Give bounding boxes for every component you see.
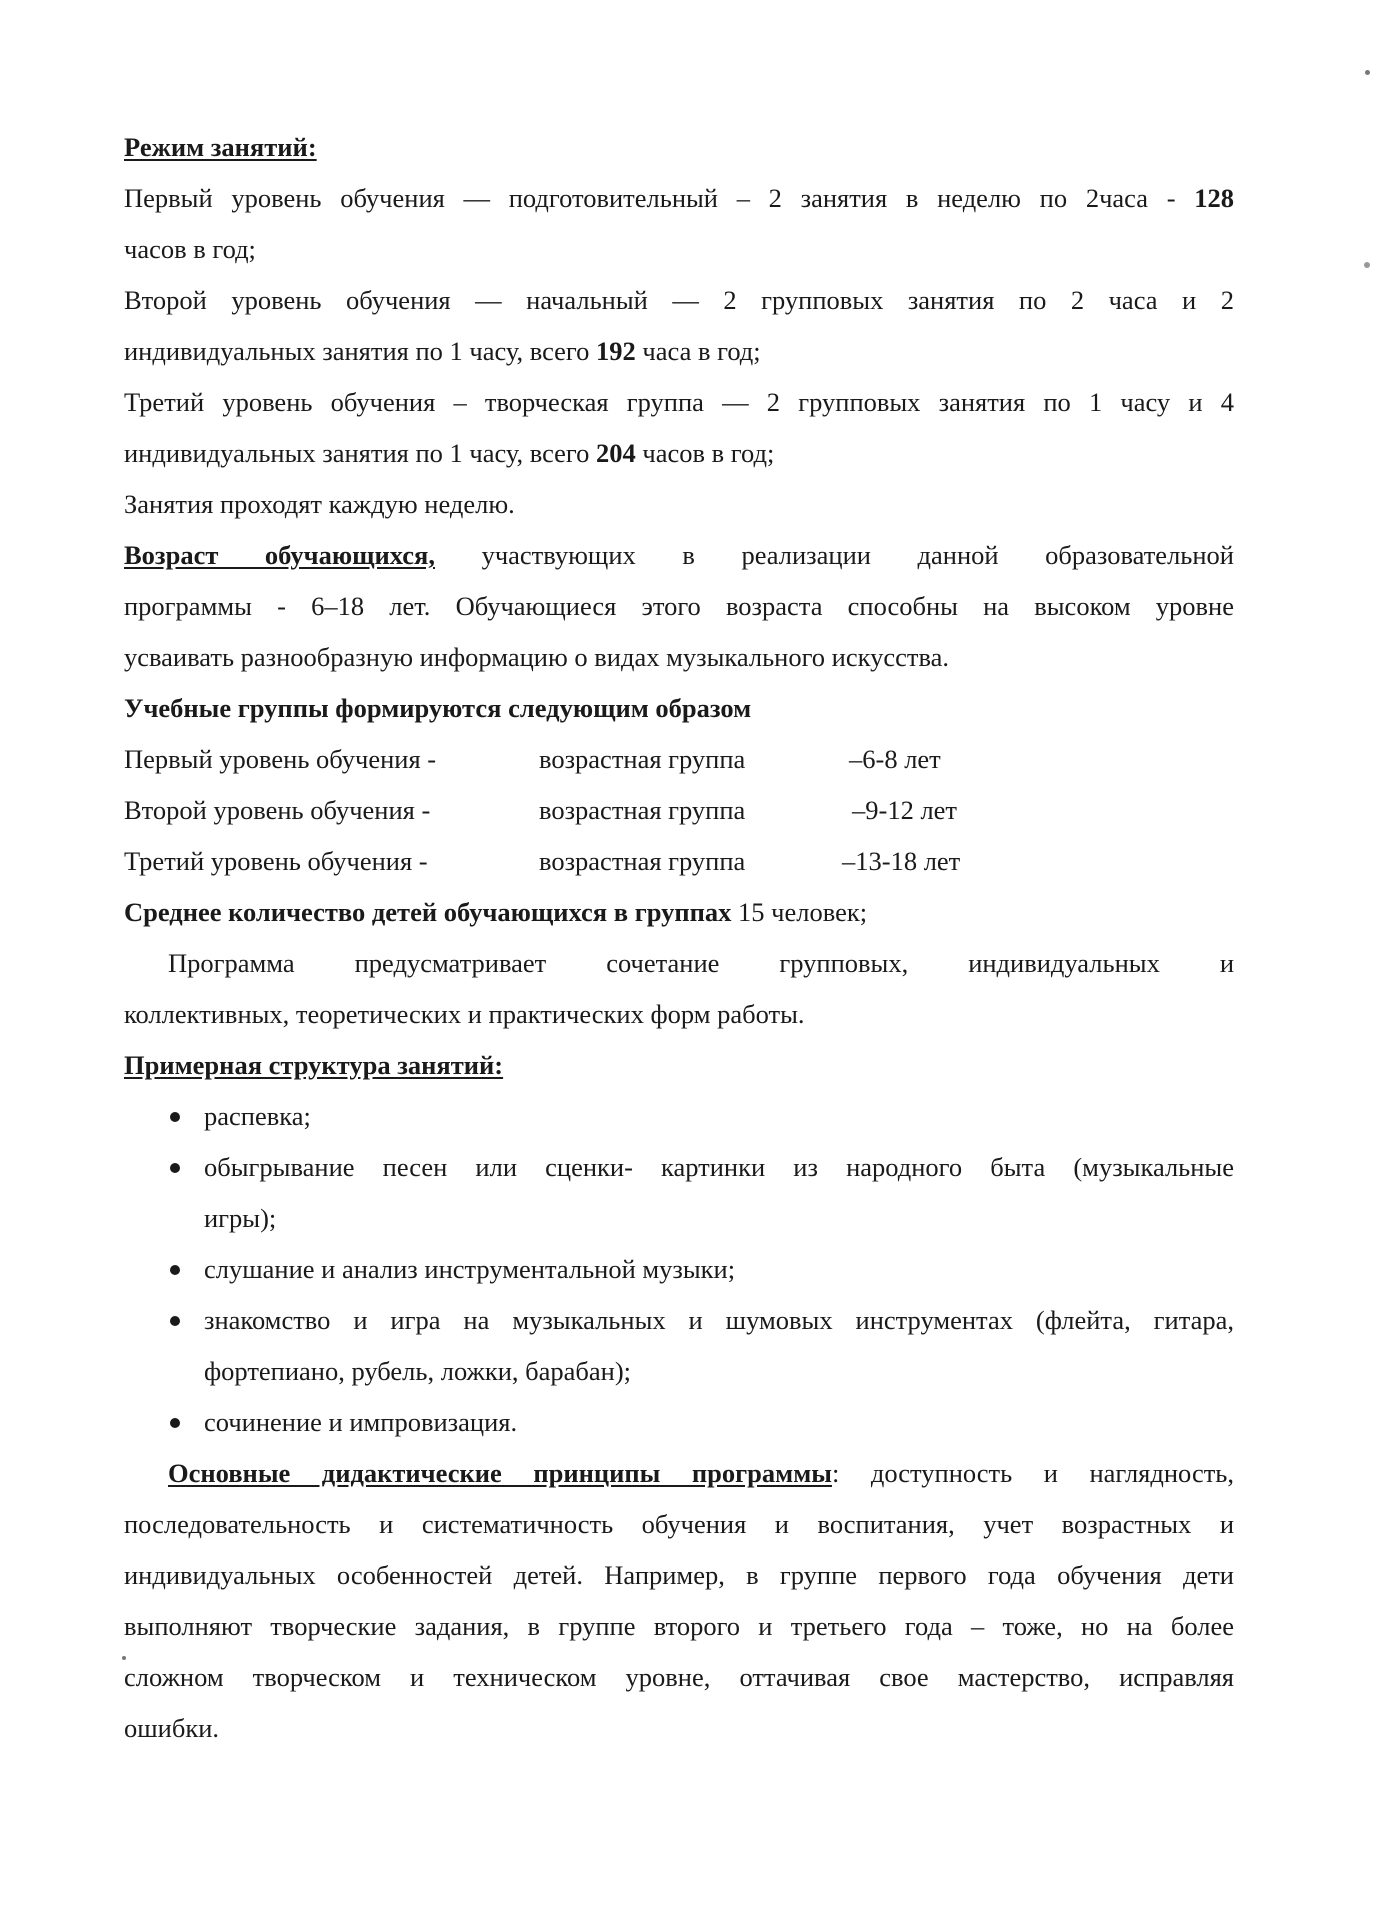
group-row-3 bbox=[124, 836, 1234, 887]
level2-line2 bbox=[124, 326, 1234, 377]
principles-heading: Основные дидактические принципы программы bbox=[168, 1458, 832, 1488]
age-text: участвующих в реализации данной образовательной bbox=[481, 540, 1234, 570]
structure-item-2 bbox=[124, 1142, 1234, 1193]
structure-item-3 bbox=[124, 1244, 1234, 1295]
program-text-2: коллективных, теоретических и практических форм работы. bbox=[124, 999, 805, 1029]
principles-text-6: ошибки. bbox=[124, 1713, 220, 1743]
principles-text-5: сложном творческом и техническом уровне, оттачивая свое мастерство, исправляя bbox=[124, 1662, 1234, 1692]
groups-heading: Учебные группы формируются следующим образом bbox=[124, 693, 752, 723]
level3-text: Третий уровень обучения – творческая группа — 2 групповых занятия по 1 часу и 4 bbox=[124, 387, 1234, 417]
weekly-line bbox=[124, 479, 1234, 530]
age-text-3: усваивать разнообразную информацию о видах музыкального искусства. bbox=[124, 642, 950, 672]
level3-text-b: часов в год; bbox=[642, 438, 775, 468]
groups-heading-line bbox=[124, 683, 1234, 734]
age-line2 bbox=[124, 581, 1234, 632]
avg-label: Среднее количество детей обучающихся в группах bbox=[124, 897, 732, 927]
bullet-icon bbox=[170, 1265, 180, 1275]
group-level: Первый уровень обучения - bbox=[124, 744, 437, 774]
structure-item-5 bbox=[124, 1397, 1234, 1448]
group-type: возрастная группа bbox=[539, 795, 746, 825]
principles-line4 bbox=[124, 1601, 1234, 1652]
group-row-2 bbox=[124, 785, 1234, 836]
structure-item-4-cont bbox=[124, 1346, 1234, 1397]
avg-line bbox=[124, 887, 1234, 938]
age-line1 bbox=[124, 530, 1234, 581]
document-page bbox=[124, 122, 1234, 1754]
age-heading: Возраст обучающихся, bbox=[124, 540, 435, 570]
group-row-1 bbox=[124, 734, 1234, 785]
group-level: Второй уровень обучения - bbox=[124, 795, 431, 825]
principles-text-4: выполняют творческие задания, в группе второго и третьего года – тоже, но на более bbox=[124, 1611, 1234, 1641]
structure-item-text: слушание и анализ инструментальной музыки; bbox=[204, 1254, 736, 1284]
level3-text-a: индивидуальных занятия по 1 часу, всего bbox=[124, 438, 590, 468]
group-age: –6-8 лет bbox=[849, 744, 941, 774]
level1-text: Первый уровень обучения — подготовительный – 2 занятия в неделю по 2часа - bbox=[124, 183, 1176, 213]
principles-text: доступность и наглядность, bbox=[870, 1458, 1234, 1488]
level1-line2 bbox=[124, 224, 1234, 275]
structure-heading-line bbox=[124, 1040, 1234, 1091]
level1-hours: 128 bbox=[1194, 183, 1235, 213]
level3-line1 bbox=[124, 377, 1234, 428]
program-line1 bbox=[124, 938, 1234, 989]
scan-speck bbox=[122, 1656, 126, 1660]
group-age: –9-12 лет bbox=[852, 795, 958, 825]
mode-heading: Режим занятий: bbox=[124, 132, 317, 162]
level2-text-a: индивидуальных занятия по 1 часу, всего bbox=[124, 336, 590, 366]
program-line2 bbox=[124, 989, 1234, 1040]
principles-line6 bbox=[124, 1703, 1234, 1754]
principles-line3 bbox=[124, 1550, 1234, 1601]
level2-text: Второй уровень обучения — начальный — 2 групповых занятия по 2 часа и 2 bbox=[124, 285, 1234, 315]
level1-text-cont: часов в год; bbox=[124, 234, 256, 264]
level1-line1 bbox=[124, 173, 1234, 224]
structure-item-1 bbox=[124, 1091, 1234, 1142]
structure-item-text: обыгрывание песен или сценки- картинки из народного быта (музыкальные bbox=[204, 1152, 1234, 1182]
scan-speck bbox=[1364, 262, 1370, 268]
group-age: –13-18 лет bbox=[842, 846, 961, 876]
structure-item-text-cont: фортепиано, рубель, ложки, барабан); bbox=[204, 1356, 632, 1386]
structure-item-text: распевка; bbox=[204, 1101, 311, 1131]
age-text-2: программы - 6–18 лет. Обучающиеся этого возраста способны на высоком уровне bbox=[124, 591, 1234, 621]
weekly-text: Занятия проходят каждую неделю. bbox=[124, 489, 515, 519]
principles-text-3: индивидуальных особенностей детей. Например, в группе первого года обучения дети bbox=[124, 1560, 1234, 1590]
group-level: Третий уровень обучения - bbox=[124, 846, 428, 876]
avg-value: 15 человек; bbox=[738, 897, 868, 927]
principles-text-2: последовательность и систематичность обучения и воспитания, учет возрастных и bbox=[124, 1509, 1234, 1539]
level2-text-b: часа в год; bbox=[642, 336, 761, 366]
scan-speck bbox=[1365, 70, 1370, 75]
principles-line5 bbox=[124, 1652, 1234, 1703]
principles-line2 bbox=[124, 1499, 1234, 1550]
bullet-icon bbox=[170, 1112, 180, 1122]
mode-heading-line bbox=[124, 122, 1234, 173]
bullet-icon bbox=[170, 1316, 180, 1326]
level2-hours: 192 bbox=[596, 336, 636, 366]
age-line3 bbox=[124, 632, 1234, 683]
structure-item-text-cont: игры); bbox=[204, 1203, 277, 1233]
structure-item-2-cont bbox=[124, 1193, 1234, 1244]
program-text: Программа предусматривает сочетание групповых, индивидуальных и bbox=[168, 948, 1234, 978]
group-type: возрастная группа bbox=[539, 744, 746, 774]
level3-hours: 204 bbox=[596, 438, 636, 468]
structure-heading: Примерная структура занятий: bbox=[124, 1050, 504, 1080]
level3-line2 bbox=[124, 428, 1234, 479]
bullet-icon bbox=[170, 1418, 180, 1428]
bullet-icon bbox=[170, 1163, 180, 1173]
principles-line1 bbox=[124, 1448, 1234, 1499]
structure-item-text: знакомство и игра на музыкальных и шумовых инструментах (флейта, гитара, bbox=[204, 1305, 1234, 1335]
structure-item-text: сочинение и импровизация. bbox=[204, 1407, 518, 1437]
level2-line1 bbox=[124, 275, 1234, 326]
structure-item-4 bbox=[124, 1295, 1234, 1346]
group-type: возрастная группа bbox=[539, 846, 746, 876]
principles-colon: : bbox=[831, 1458, 840, 1488]
